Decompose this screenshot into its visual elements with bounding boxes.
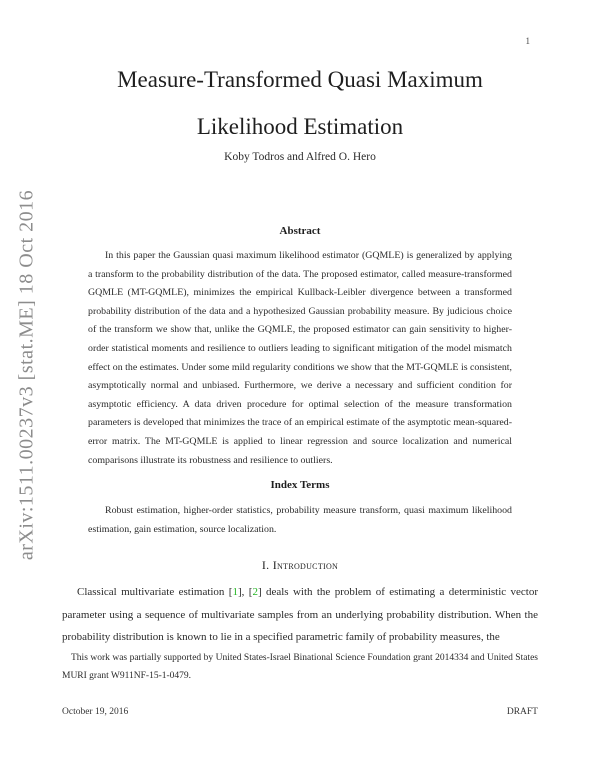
intro-text-between-cites: ], [ [237,586,253,599]
footer-date: October 19, 2016 [62,707,129,717]
intro-text-end: ] deals with the problem of estimating a deterministic vector parameter using a sequence of multivariate samples from an underlying probability distribution. When the probability distribution is known to lie in a specified parametric family of probability measures, the [62,586,539,643]
arxiv-stamp: arXiv:1511.00237v3 [stat.ME] 18 Oct 2016 [15,189,38,561]
paper-title [60,56,540,150]
footer-draft-label: DRAFT [506,707,538,717]
intro-text-start: Classical multivariate estimation [ [77,586,233,599]
abstract-text: In this paper the Gaussian quasi maximum likelihood estimator (GQMLE) is generalized by applying a transform to the probability distribution of the data. The proposed estimator, called measure-transformed GQMLE (MT-GQMLE), minimizes the empirical Kullback-Leibler divergence between a transformed probability distribution of the data and a hypothesized Gaussian probability measure. By judicious choice of the transform we show that, unlike the GQMLE, the proposed estimator can gain sensitivity to higher-order statistical moments and resilience to outliers leading to significant mitigation of the model mismatch effect on the estimates. Under some mild regularity conditions we show that the MT-GQMLE is consistent, asymptotically normal and unbiased. Furthermore, we derive a necessary and sufficient condition for asymptotic efficiency. A data driven procedure for optimal selection of the measure transformation parameters is developed that minimizes the trace of an empirical estimate of the asymptotic mean-squared-error matrix. The MT-GQMLE is applied to linear regression and source localization and numerical comparisons illustrate its robustness and resilience to outliers. [88,250,512,466]
paper-title-line-2: Likelihood Estimation [196,114,404,139]
introduction-heading: I. Introduction [261,558,339,573]
index-terms-text: Robust estimation, higher-order statistics, probability measure transform, quasi maximum likelihood estimation, gain estimation, source localization. [88,505,512,535]
authors-line: Koby Todros and Alfred O. Hero [224,151,376,163]
introduction-paragraph [62,581,538,648]
page-footer [62,707,538,717]
paper-title-line-1: Measure-Transformed Quasi Maximum [117,67,483,92]
citation-link-2[interactable]: 2 [252,586,258,599]
index-terms-heading: Index Terms [270,479,330,492]
support-footnote: This work was partially supported by United States-Israel Binational Science Foundation grant 2014334 and United States MURI grant W911NF-15-1-0479. [62,653,538,681]
page-number: 1 [525,36,530,46]
abstract-heading: Abstract [279,225,321,237]
citation-link-1[interactable]: 1 [232,586,238,599]
